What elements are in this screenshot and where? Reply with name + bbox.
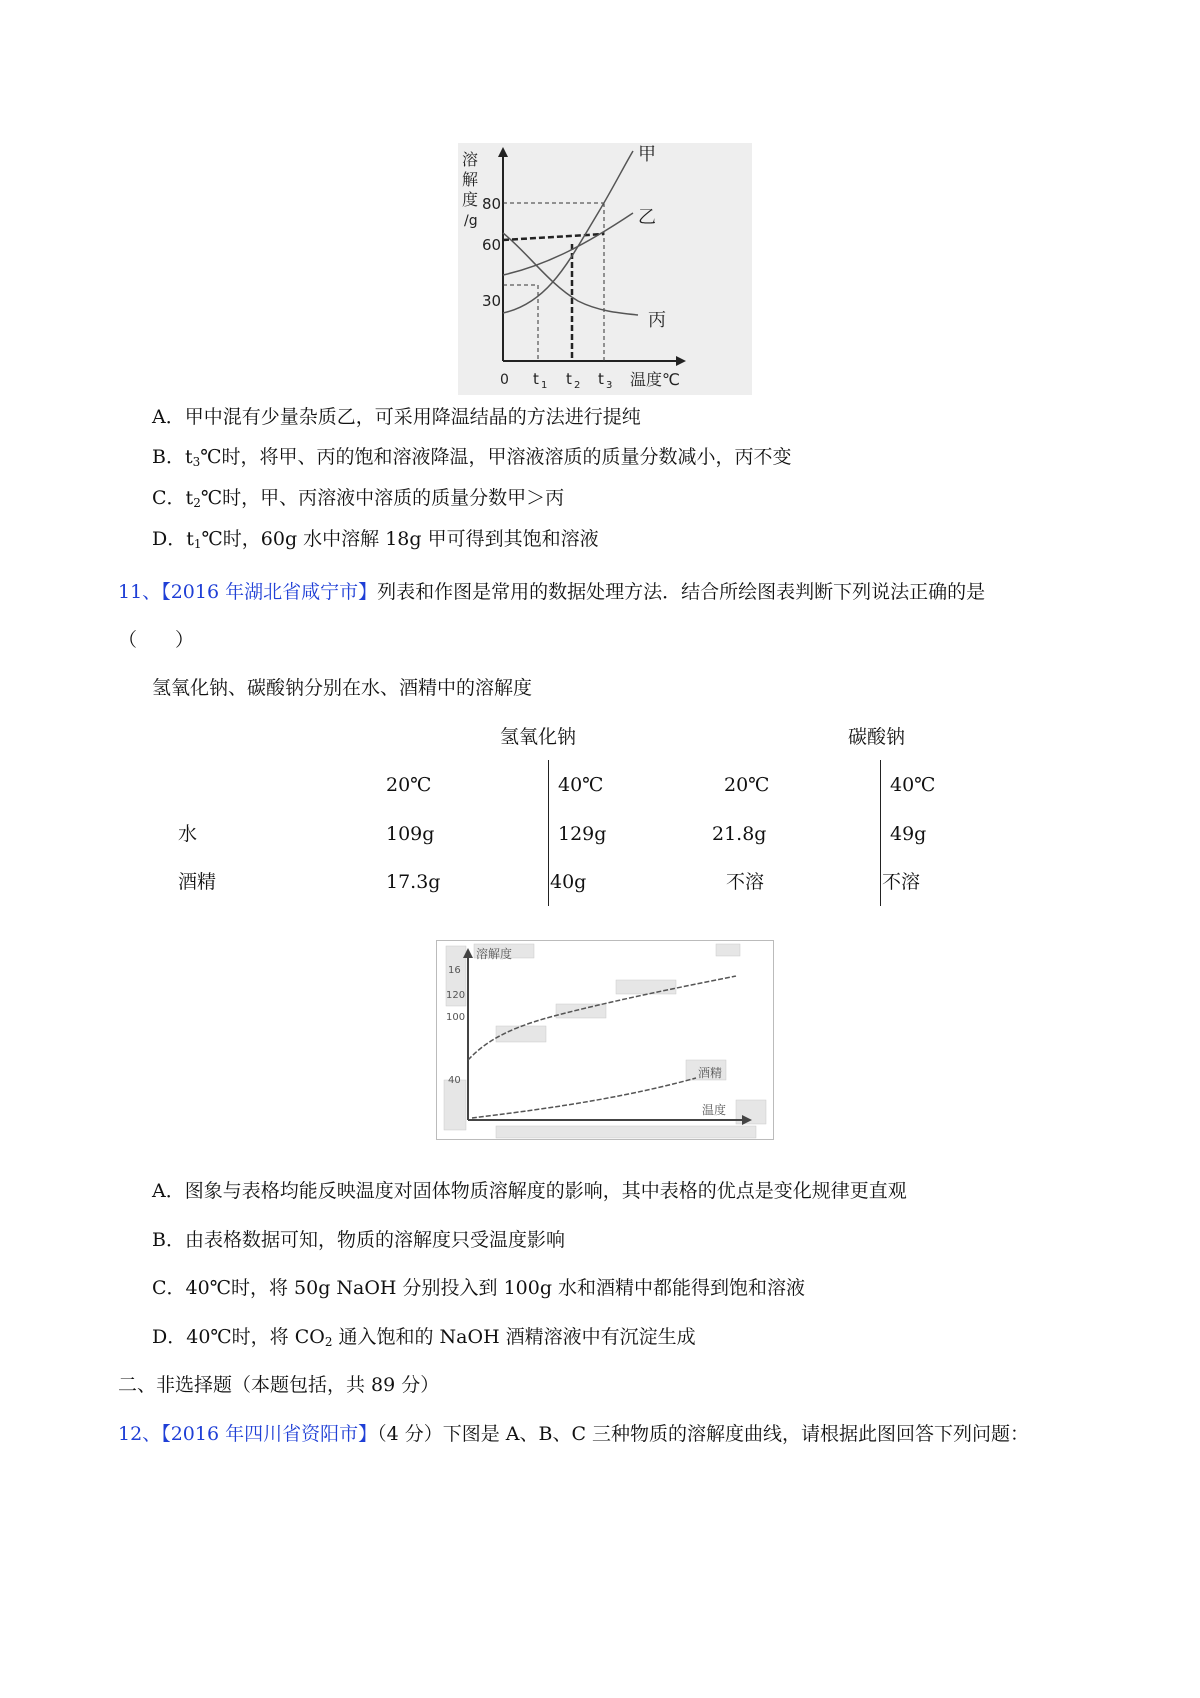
table-group-naoh: 氢氧化钠 <box>500 726 577 748</box>
table-divider-2 <box>880 760 881 906</box>
x-tick-0: 0 <box>500 372 509 388</box>
table-temp-1: 20℃ <box>386 774 432 796</box>
solubility-chart-1 <box>458 143 752 395</box>
q10-option-c: C．$t_2℃$时，甲、丙溶液中溶质的质量分数甲＞丙 <box>152 487 565 510</box>
table-row-label-alcohol: 酒精 <box>178 871 217 893</box>
q12-source: 【2016 年四川省资阳市】 <box>161 1423 378 1445</box>
x-tick-t2: t <box>566 370 572 388</box>
table-group-na2co3: 碳酸钠 <box>848 726 906 748</box>
x-axis-label: 温度℃ <box>630 370 680 389</box>
y-tick-30: 30 <box>482 292 502 310</box>
q12-stem: 12、【2016 年四川省资阳市】（4 分）下图是 A、B、C 三种物质的溶解度曲线，请根据此图回答下列问题： <box>118 1423 1030 1445</box>
table-cell: 不溶 <box>726 871 765 893</box>
table-cell: 21.8g <box>712 823 767 845</box>
y-tick-60: 60 <box>482 236 502 254</box>
q11-source: 【2016 年湖北省咸宁市】 <box>161 581 378 603</box>
table-cell: 40g <box>550 871 587 893</box>
q11-number: 11、 <box>118 581 162 603</box>
table-cell: 49g <box>890 823 927 845</box>
q11-option-b: B．由表格数据可知，物质的溶解度只受温度影响 <box>152 1229 565 1251</box>
y-axis-label-3: 度 <box>462 190 479 209</box>
fig2-label-temp: 温度 <box>702 1103 727 1117</box>
table-temp-3: 20℃ <box>724 774 770 796</box>
solubility-chart-2 <box>436 940 774 1140</box>
q11-option-a: A．图象与表格均能反映温度对固体物质溶解度的影响，其中表格的优点是变化规律更直观 <box>152 1180 907 1202</box>
curve-label-jia: 甲 <box>638 144 656 165</box>
x-tick-t3-sub: 3 <box>606 380 613 391</box>
table-cell: 129g <box>558 823 607 845</box>
q11-option-c: C．40℃时，将 50g NaOH 分别投入到 100g 水和酒精中都能得到饱和溶液 <box>152 1277 806 1299</box>
fig2-y-label: 溶解度 <box>476 947 513 961</box>
curve-label-yi: 乙 <box>638 207 656 228</box>
table-temp-2: 40℃ <box>558 774 604 796</box>
y-axis-label-2: 解 <box>462 170 479 189</box>
x-tick-t2-sub: 2 <box>574 380 581 391</box>
q11-stem: 11、【2016 年湖北省咸宁市】列表和作图是常用的数据处理方法．结合所绘图表判断下列说法正确的是 <box>118 581 986 603</box>
fig2-y-tick-2: 120 <box>446 990 466 1001</box>
section-2-heading: 二、非选择题（本题包括，共 89 分） <box>118 1374 440 1396</box>
x-tick-t3: t <box>598 370 604 388</box>
table-cell: 17.3g <box>386 871 441 893</box>
q10-option-b: B．$t_3℃$时，将甲、丙的饱和溶液降温，甲溶液溶质的质量分数减小，丙不变 <box>152 446 792 469</box>
q11-option-d: D．40℃时，将 $CO_2$ 通入饱和的 NaOH 酒精溶液中有沉淀生成 <box>152 1326 696 1349</box>
q11-answer-paren: （ ） <box>118 629 195 651</box>
q11-table-title: 氢氧化钠、碳酸钠分别在水、酒精中的溶解度 <box>152 677 533 699</box>
table-row-label-water: 水 <box>178 823 198 845</box>
table-cell: 不溶 <box>882 871 921 893</box>
x-tick-t1: t <box>533 370 539 388</box>
q12-number: 12、 <box>118 1423 162 1445</box>
x-tick-t1-sub: 1 <box>541 380 548 391</box>
table-temp-4: 40℃ <box>890 774 936 796</box>
y-tick-80: 80 <box>482 195 502 213</box>
table-cell: 109g <box>386 823 435 845</box>
fig2-y-tick-4: 40 <box>448 1075 461 1086</box>
table-divider-1 <box>548 760 549 906</box>
y-axis-label-1: 溶 <box>462 150 479 169</box>
q10-option-d: D．$t_1℃$时，60g 水中溶解 18g 甲可得到其饱和溶液 <box>152 528 599 551</box>
fig2-y-tick-3: 100 <box>446 1012 466 1023</box>
fig2-y-tick-1: 16 <box>448 965 461 976</box>
q10-option-a: A．甲中混有少量杂质乙，可采用降温结晶的方法进行提纯 <box>152 406 641 428</box>
curve-label-bing: 丙 <box>648 310 666 331</box>
y-axis-label-4: /g <box>464 213 478 229</box>
fig2-label-alcohol: 酒精 <box>698 1066 723 1080</box>
